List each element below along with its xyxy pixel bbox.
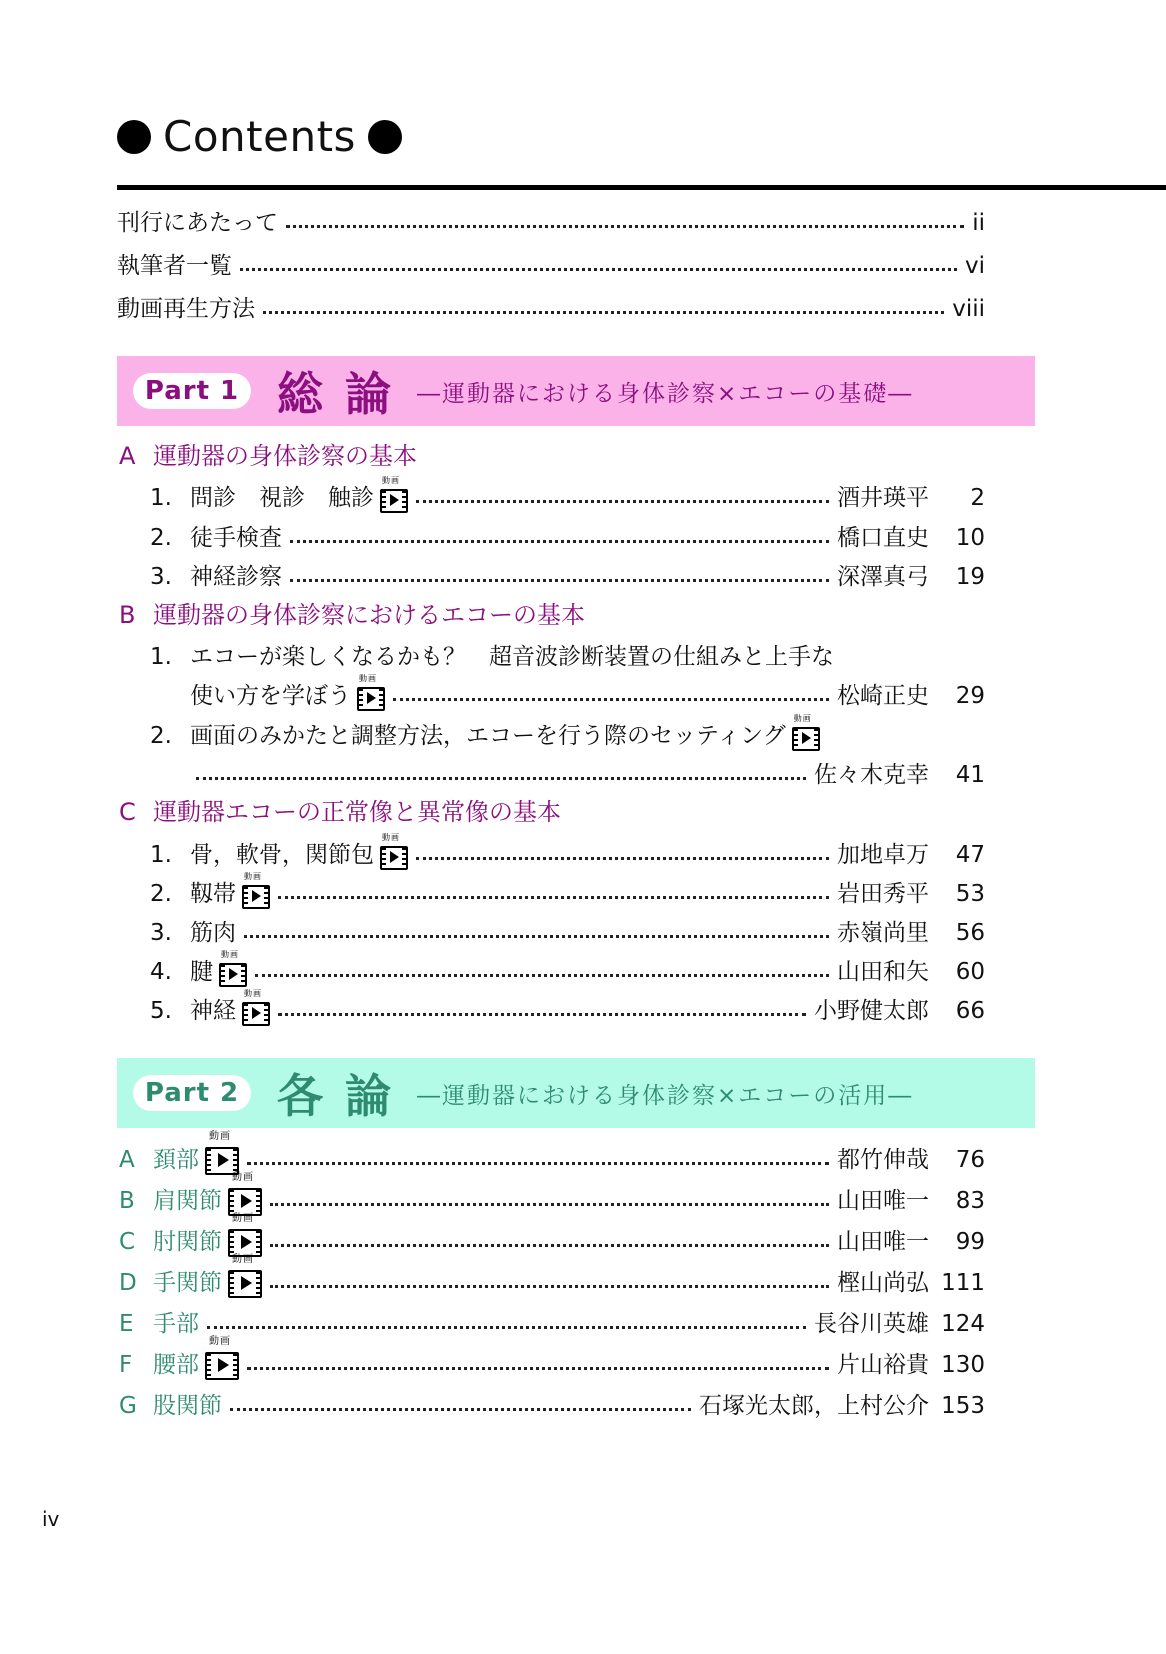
toc-entry[interactable] bbox=[119, 1213, 985, 1257]
entry-page: 66 bbox=[955, 998, 985, 1024]
toc-entry[interactable] bbox=[119, 1254, 985, 1298]
page-number: iv bbox=[42, 1507, 60, 1531]
page-title bbox=[117, 112, 402, 161]
dot-leader bbox=[255, 974, 829, 977]
entry-author: 山田唯一 bbox=[837, 1229, 929, 1255]
dot-leader bbox=[290, 540, 829, 543]
page-title-text: Contents bbox=[163, 112, 356, 161]
toc-entry[interactable] bbox=[119, 1387, 985, 1421]
dot-leader bbox=[278, 896, 829, 899]
entry-number: 1. bbox=[150, 485, 172, 511]
entry-author: 加地卓万 bbox=[837, 842, 929, 868]
entry-author: 片山裕貴 bbox=[837, 1352, 929, 1378]
entry-letter: C bbox=[119, 1229, 136, 1255]
title-rule bbox=[117, 185, 1166, 190]
dot-leader bbox=[286, 225, 964, 228]
video-icon[interactable]: 動画 bbox=[205, 1352, 239, 1378]
entry-letter: D bbox=[119, 1270, 137, 1296]
dot-leader bbox=[393, 698, 829, 701]
video-icon[interactable]: 動画 bbox=[380, 489, 408, 511]
entry-number: 1. bbox=[150, 842, 172, 868]
section-letter: B bbox=[119, 601, 136, 629]
toc-entry[interactable] bbox=[150, 872, 985, 909]
toc-entry[interactable] bbox=[150, 833, 985, 870]
entry-number: 3. bbox=[150, 920, 172, 946]
entry-page: 76 bbox=[955, 1147, 985, 1173]
entry-title: 肘関節 bbox=[153, 1229, 222, 1255]
entry-title: 神経診察 bbox=[190, 564, 282, 590]
entry-author: 都竹伸哉 bbox=[837, 1147, 929, 1173]
entry-author: 長谷川英雄 bbox=[814, 1311, 929, 1337]
dot-leader bbox=[416, 500, 829, 503]
entry-author: 石塚光太郎，上村公介 bbox=[699, 1393, 929, 1419]
dot-leader bbox=[263, 311, 944, 314]
entry-letter: F bbox=[119, 1352, 133, 1378]
part2-header bbox=[117, 1058, 1035, 1128]
entry-page: ii bbox=[972, 210, 985, 236]
entry-page: vi bbox=[964, 253, 985, 279]
dot-leader bbox=[270, 1244, 829, 1247]
toc-entry[interactable] bbox=[119, 1336, 985, 1380]
entry-page: 41 bbox=[955, 762, 985, 788]
dot-leader bbox=[207, 1326, 806, 1329]
entry-letter: B bbox=[119, 1188, 135, 1214]
dot-leader bbox=[196, 777, 806, 780]
video-icon[interactable]: 動画 bbox=[242, 885, 270, 907]
entry-author: 酒井瑛平 bbox=[837, 485, 929, 511]
dot-leader bbox=[230, 1408, 691, 1411]
entry-number: 2. bbox=[150, 723, 172, 749]
part-label: Part 1 bbox=[133, 373, 251, 409]
entry-title: エコーが楽しくなるかも？ 超音波診断装置の仕組みと上手な bbox=[190, 644, 834, 670]
entry-number: 2. bbox=[150, 881, 172, 907]
section-heading-b[interactable] bbox=[119, 600, 585, 630]
part-subtitle: ―運動器における身体診察×エコーの活用― bbox=[417, 1082, 914, 1109]
video-icon[interactable]: 動画 bbox=[228, 1188, 262, 1214]
entry-author: 山田和矢 bbox=[837, 959, 929, 985]
dot-leader bbox=[244, 935, 829, 938]
entry-letter: A bbox=[119, 1147, 135, 1173]
toc-entry-front[interactable] bbox=[117, 290, 985, 324]
part-title: 各論 bbox=[277, 1069, 413, 1123]
entry-page: 124 bbox=[941, 1311, 985, 1337]
toc-entry[interactable] bbox=[150, 476, 985, 513]
part1-header bbox=[117, 356, 1035, 426]
section-heading-c[interactable] bbox=[119, 797, 561, 827]
dot-leader bbox=[270, 1285, 829, 1288]
toc-entry[interactable] bbox=[119, 1172, 985, 1216]
dot-leader bbox=[240, 268, 957, 271]
dot-leader bbox=[247, 1162, 829, 1165]
entry-letter: G bbox=[119, 1393, 137, 1419]
entry-title: 腱 bbox=[190, 959, 213, 985]
entry-title: 頚部 bbox=[153, 1147, 199, 1173]
dot-leader bbox=[278, 1013, 806, 1016]
video-icon[interactable]: 動画 bbox=[380, 846, 408, 868]
entry-page: 47 bbox=[955, 842, 985, 868]
section-letter: C bbox=[119, 798, 136, 826]
toc-entry[interactable] bbox=[119, 1305, 985, 1339]
video-icon[interactable]: 動画 bbox=[205, 1147, 239, 1173]
entry-title: 神経 bbox=[190, 998, 236, 1024]
entry-title: 筋肉 bbox=[190, 920, 236, 946]
entry-number: 2. bbox=[150, 525, 172, 551]
toc-entry[interactable] bbox=[150, 989, 985, 1026]
entry-number: 1. bbox=[150, 644, 172, 670]
part-label: Part 2 bbox=[133, 1075, 251, 1111]
entry-title: 肩関節 bbox=[153, 1188, 222, 1214]
section-letter: A bbox=[119, 442, 136, 470]
toc-entry[interactable] bbox=[150, 519, 985, 553]
entry-number: 5. bbox=[150, 998, 172, 1024]
dot-leader bbox=[290, 579, 829, 582]
dot-leader bbox=[416, 857, 829, 860]
entry-page: 111 bbox=[941, 1270, 985, 1296]
entry-author: 松崎正史 bbox=[837, 683, 929, 709]
toc-entry[interactable] bbox=[150, 558, 985, 592]
video-icon[interactable]: 動画 bbox=[228, 1270, 262, 1296]
entry-title: 執筆者一覧 bbox=[117, 253, 232, 279]
entry-page: 53 bbox=[955, 881, 985, 907]
entry-author: 橋口直史 bbox=[837, 525, 929, 551]
entry-title: 刊行にあたって bbox=[117, 210, 278, 236]
video-icon[interactable]: 動画 bbox=[357, 687, 385, 709]
entry-page: 60 bbox=[955, 959, 985, 985]
entry-title: 動画再生方法 bbox=[117, 296, 255, 322]
entry-author: 佐々木克幸 bbox=[814, 762, 929, 788]
entry-page: 153 bbox=[941, 1393, 985, 1419]
toc-entry[interactable] bbox=[150, 638, 985, 672]
entry-number: 4. bbox=[150, 959, 172, 985]
toc-entry[interactable] bbox=[150, 714, 985, 751]
video-icon[interactable]: 動画 bbox=[219, 963, 247, 985]
video-icon[interactable]: 動画 bbox=[242, 1002, 270, 1024]
dot-leader bbox=[247, 1367, 829, 1370]
entry-title: 靱帯 bbox=[190, 881, 236, 907]
entry-letter: E bbox=[119, 1311, 134, 1337]
entry-author: 岩田秀平 bbox=[837, 881, 929, 907]
part-subtitle: ―運動器における身体診察×エコーの基礎― bbox=[417, 380, 914, 407]
entry-title: 手部 bbox=[153, 1311, 199, 1337]
entry-page: 10 bbox=[955, 525, 985, 551]
section-heading-a[interactable] bbox=[119, 441, 417, 471]
video-icon[interactable]: 動画 bbox=[228, 1229, 262, 1255]
entry-title: 徒手検査 bbox=[190, 525, 282, 551]
section-title: 運動器の身体診察におけるエコーの基本 bbox=[153, 601, 585, 629]
section-title: 運動器エコーの正常像と異常像の基本 bbox=[153, 798, 561, 826]
entry-author: 小野健太郎 bbox=[814, 998, 929, 1024]
toc-entry-continued[interactable] bbox=[190, 674, 985, 711]
entry-page: viii bbox=[952, 296, 985, 322]
entry-author: 樫山尚弘 bbox=[837, 1270, 929, 1296]
dot-leader bbox=[270, 1203, 829, 1206]
entry-page: 83 bbox=[955, 1188, 985, 1214]
part-title: 総論 bbox=[277, 367, 413, 421]
toc-entry[interactable] bbox=[119, 1131, 985, 1175]
entry-title: 手関節 bbox=[153, 1270, 222, 1296]
entry-title: 腰部 bbox=[153, 1352, 199, 1378]
entry-author: 山田唯一 bbox=[837, 1188, 929, 1214]
entry-page: 99 bbox=[955, 1229, 985, 1255]
entry-title: 画面のみかたと調整方法，エコーを行う際のセッティング bbox=[190, 723, 786, 749]
toc-entry-continued[interactable] bbox=[196, 756, 985, 790]
entry-title: 股関節 bbox=[153, 1393, 222, 1419]
entry-title: 骨，軟骨，関節包 bbox=[190, 842, 374, 868]
bullet-icon bbox=[117, 120, 151, 154]
entry-page: 130 bbox=[941, 1352, 985, 1378]
entry-author: 深澤真弓 bbox=[837, 564, 929, 590]
entry-title: 問診 視診 触診 bbox=[190, 485, 374, 511]
toc-entry[interactable] bbox=[150, 950, 985, 987]
video-icon[interactable]: 動画 bbox=[792, 727, 820, 749]
entry-page: 29 bbox=[955, 683, 985, 709]
section-title: 運動器の身体診察の基本 bbox=[153, 442, 417, 470]
entry-page: 19 bbox=[955, 564, 985, 590]
toc-entry-front[interactable] bbox=[117, 247, 985, 281]
bullet-icon bbox=[368, 120, 402, 154]
toc-entry[interactable] bbox=[150, 914, 985, 948]
toc-entry-front[interactable] bbox=[117, 204, 985, 238]
entry-page: 56 bbox=[955, 920, 985, 946]
entry-number: 3. bbox=[150, 564, 172, 590]
entry-page: 2 bbox=[970, 485, 985, 511]
entry-title-line2: 使い方を学ぼう bbox=[190, 683, 351, 709]
entry-author: 赤嶺尚里 bbox=[837, 920, 929, 946]
